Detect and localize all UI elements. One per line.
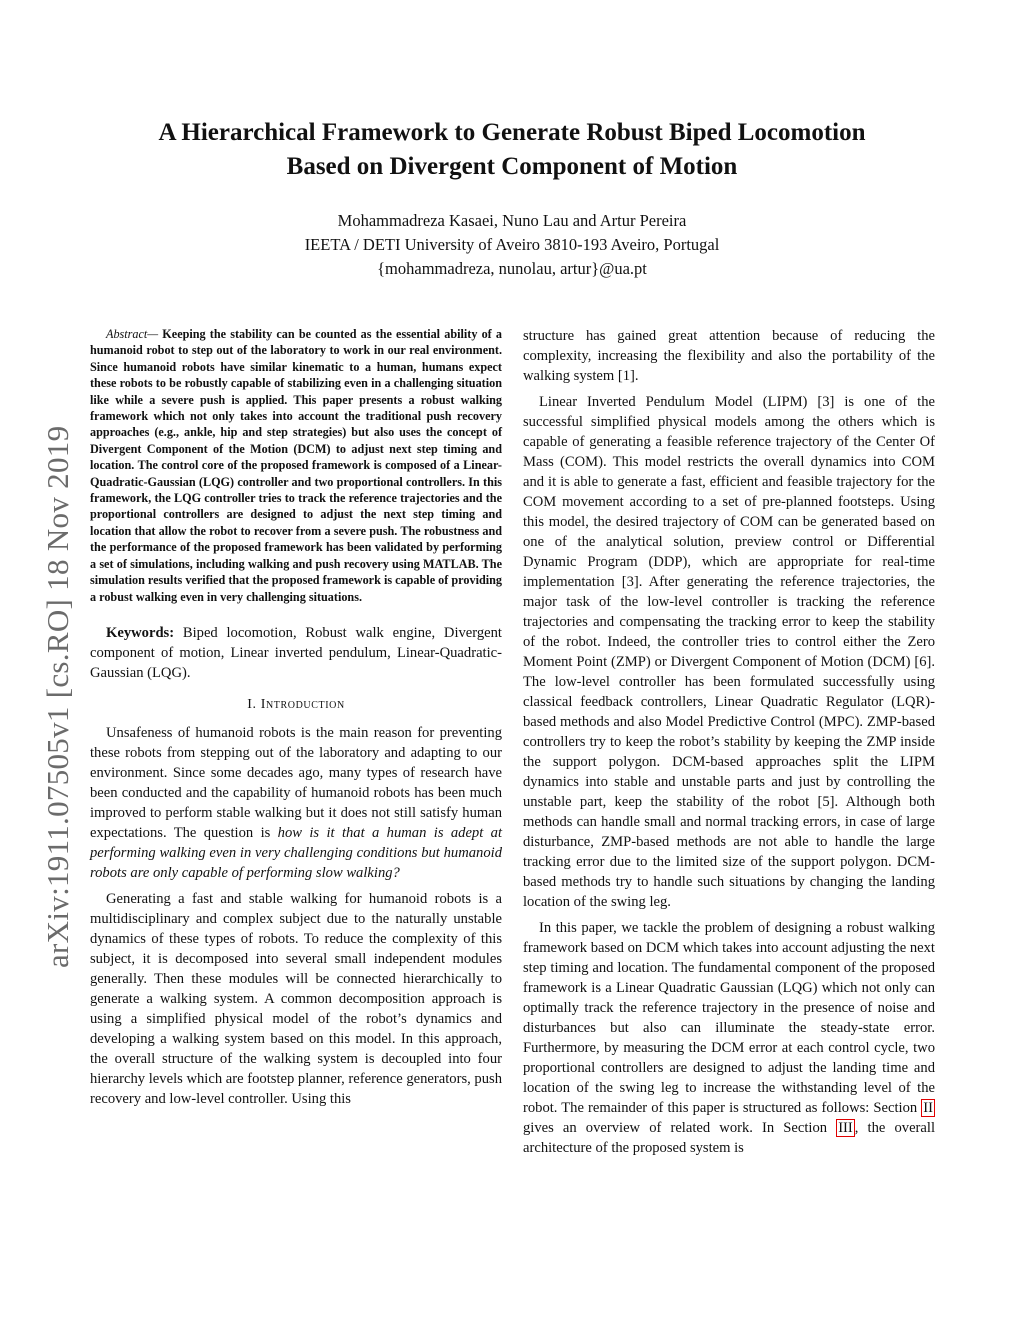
intro-p5-start: In this paper, we tackle the problem of designing a robust walking framework based on DCM which takes into account adjusting the next step timing and location. The fundamental component of the proposed framework is a Linear Quadratic Gaussian (LQG) which not only can optimally track the reference trajectory in the presence of noise and disturbances but also can illuminate the steady-state error. Furthermore, by measuring the DCM error at each control cycle, two proportional controllers are designed to adjust the landing time and location of the swing leg to increase the withstanding level of the robot. The remainder of this paper is structured as follows: Section [523, 920, 935, 1116]
section-title: Introduction [260, 696, 345, 712]
keywords [90, 623, 502, 683]
paper-title [90, 116, 934, 184]
intro-paragraph-1 [90, 723, 502, 883]
keywords-text: Biped locomotion, Robust walk engine, Divergent component of motion, Linear inverted pendulum, Linear-Quadratic-Gaussian (LQG). [90, 624, 502, 681]
author-names: Mohammadreza Kasaei, Nuno Lau and Artur Pereira [337, 211, 687, 230]
intro-paragraph-4: Linear Inverted Pendulum Model (LIPM) [3] is one of the successful simplified physical models among the others which is capable of generating a feasible reference trajectory of the Center Of Mass (COM). This model restricts the overall dynamics into COM and it is able to generate a fast, efficient and feasible trajectory for the COM movement according to a set of pre-planned footsteps. Using this model, the desired trajectory of COM can be generated based on one of the analytical solution, preview control or Differential Dynamic Program (DDP), which are appropriate for real-time implementation [3]. After generating the reference trajectories, the major task of the low-level controller is tracking the reference trajectories and compensating the tracking error to keep the stability of the robot. Indeed, the controller tries to control either the Zero Moment Point (ZMP) or Divergent Component of Motion (DCM) [6]. The low-level controller has been formulated successfully using classical feedback controllers, Linear Quadratic Regulator (LQR)-based methods and also Model Predictive Control (MPC). ZMP-based controllers try to keep the robot’s stability by keeping the ZMP inside the support polygon. DCM-based approaches split the LIPM dynamics into stable and unstable parts and just by controlling the unstable part, keep the stability of the robot [5]. Although both methods can handle small and normal tracking errors, in case of large disturbance, ZMP-based methods are not able to handle the large tracking error due to the limited size of the support polygon. DCM-based methods try to handle such situations by changing the landing location of the swing leg. [523, 394, 935, 910]
section-ref-link-ii[interactable]: II [923, 1100, 933, 1116]
left-column [90, 326, 502, 1109]
right-column [523, 326, 935, 1158]
abstract [90, 326, 502, 605]
section-ref-link-iii[interactable]: III [838, 1120, 853, 1136]
arxiv-sidebar-id[interactable]: arXiv:1911.07505v1 [cs.RO] 18 Nov 2019 [40, 425, 75, 968]
intro-paragraph-3: structure has gained great attention because of reducing the complexity, increasing the flexibility and also the portability of the walking system [1]. [523, 328, 935, 384]
author-affiliation: IEETA / DETI University of Aveiro 3810-193 Aveiro, Portugal [304, 235, 720, 254]
intro-p1-question: how is it that a human is adept at performing walking even in very challenging conditions but humanoid robots are only capable of performing slow walking? [90, 824, 503, 881]
intro-p5-mid: gives an overview of related work. In Section [523, 1120, 837, 1136]
title-line-2: Based on Divergent Component of Motion [286, 153, 738, 180]
intro-p1-text: Unsafeness of humanoid robots is the main reason for preventing these robots from stepping out of the laboratory and adapting to our environment. Since some decades ago, many types of research have been conducted and the capability of humanoid robots has been much improved to perform stable walking but it does not still satisfy human expectations. The question is [90, 724, 502, 841]
intro-p5-end: , the overall architecture of the proposed system is [523, 1120, 935, 1156]
abstract-text: Keeping the stability can be counted as the essential ability of a humanoid robot to step out of the laboratory to work in our real environment. Since humanoid robots have similar kinematic to a human, humans expect these robots to be robustly capable of stabilizing even in a challenging situation like while a severe push is applied. This paper presents a robust walking framework which not only takes into account the traditional push recovery approaches (e.g., ankle, hip and step strategies) but also uses the concept of Divergent Component of the Motion (DCM) to adjust next step timing and location. The control core of the proposed framework is composed of a Linear-Quadratic-Gaussian (LQG) controller and two proportional controllers. In this framework, the LQG controller tries to track the reference trajectories and the proportional controllers are designed to adjust the next step timing and location that allow the robot to recover from a severe push. The robustness and the performance of the proposed framework has been validated by performing a set of simulations, including walking and push recovery using MATLAB. The simulation results verified that the proposed framework is capable of providing a robust walking even in very challenging situations. [90, 327, 502, 604]
section-number: I. [247, 696, 261, 712]
section-heading-introduction [90, 697, 502, 713]
title-line-1: A Hierarchical Framework to Generate Robust Biped Locomotion [158, 119, 866, 146]
author-email: {mohammadreza, nunolau, artur}@ua.pt [377, 259, 647, 278]
intro-paragraph-5 [523, 918, 935, 1158]
intro-paragraph-2: Generating a fast and stable walking for humanoid robots is a multidisciplinary and complex subject due to the naturally unstable dynamics of these types of robots. To reduce the complexity of this subject, it is decomposed into several small independent modules generally. Then these modules will be connected hierarchically to generate a walking system. A common decomposition approach is using a simplified physical model of the robot’s dynamics and developing a walking system based on this model. In this approach, the overall structure of the walking system is decoupled into four hierarchy levels which are footstep planner, reference generators, push recovery and low-level controller. Using this [90, 890, 502, 1107]
author-block [90, 209, 934, 281]
abstract-lead: Abstract— [106, 327, 159, 341]
keywords-label: Keywords: [106, 624, 175, 641]
